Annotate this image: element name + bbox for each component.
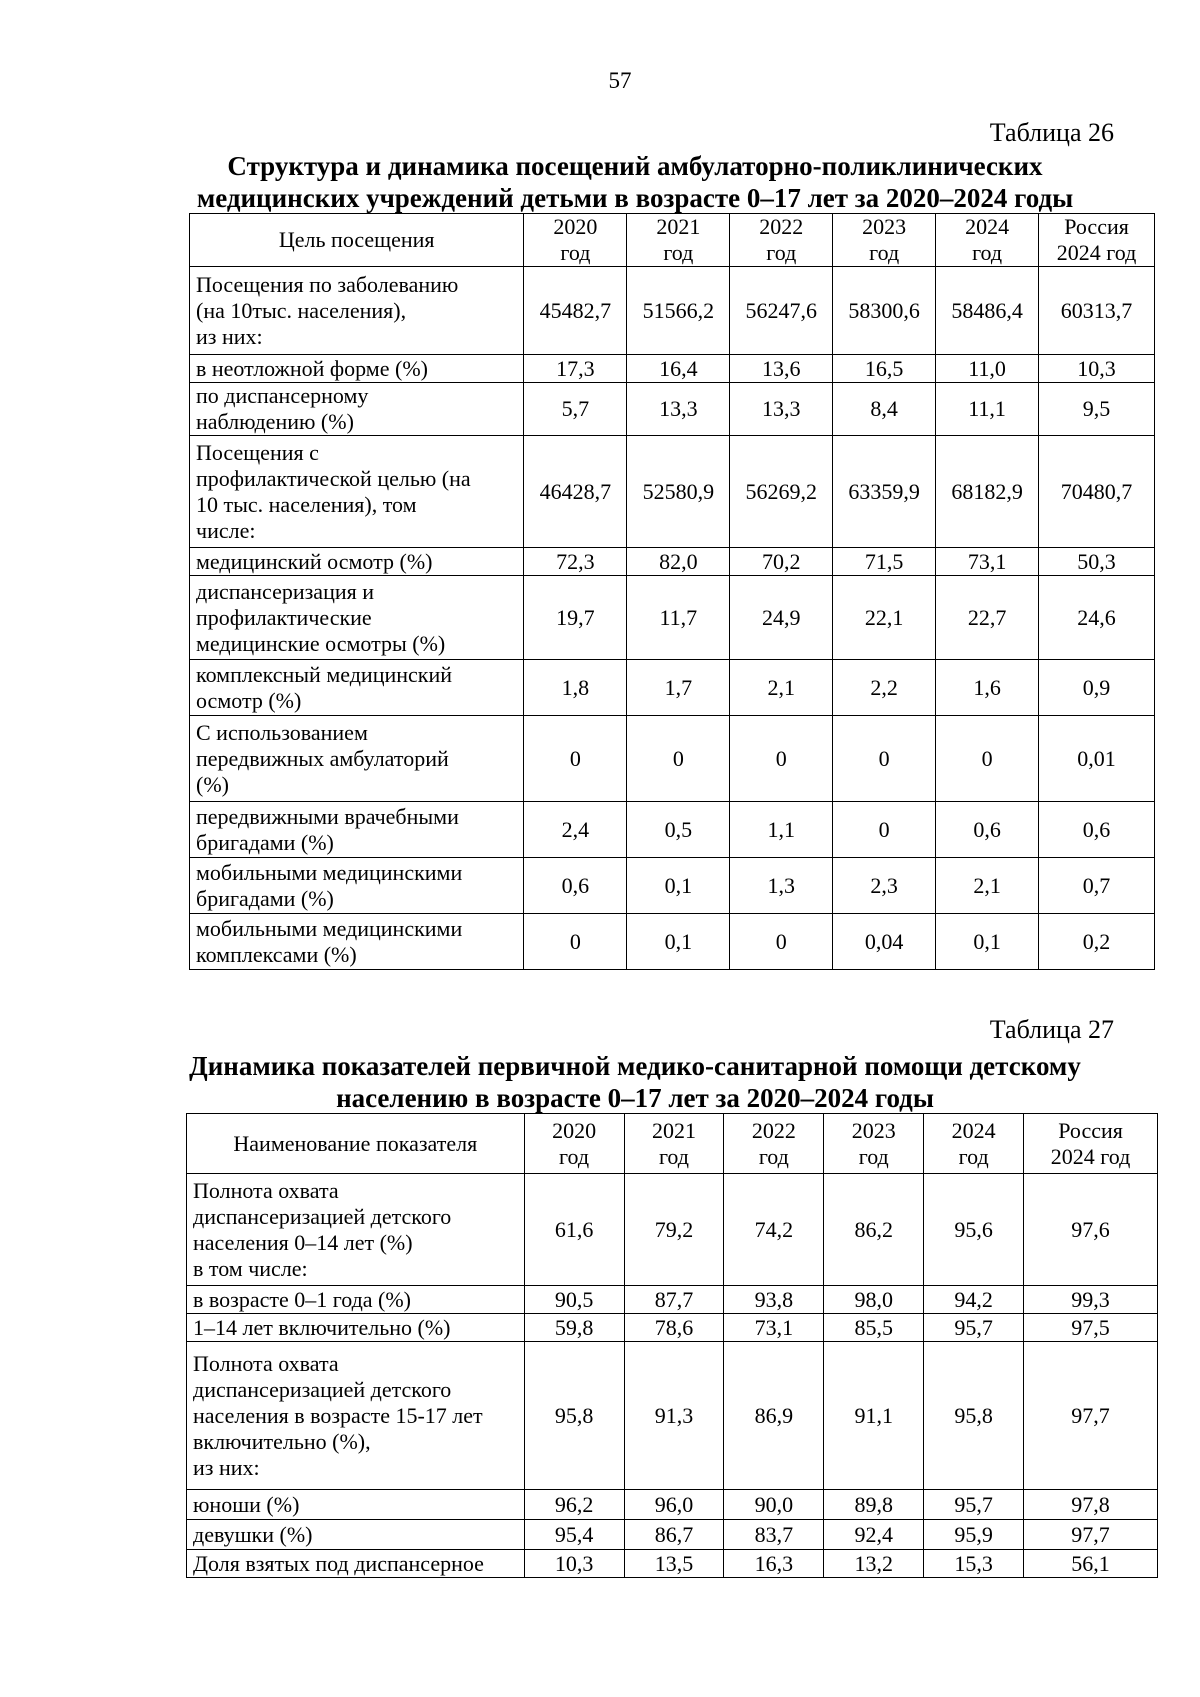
cell-line: включительно (%),	[193, 1428, 371, 1454]
header-year-top: 2021	[656, 214, 701, 239]
value-cell: 0,6	[936, 802, 1039, 858]
value-cell: 0	[833, 716, 936, 802]
value-cell: 0	[524, 716, 627, 802]
value-cell: 73,1	[936, 548, 1039, 576]
table-row	[187, 1314, 1158, 1342]
header-year-bottom: год	[869, 240, 900, 265]
row-label	[187, 1490, 525, 1520]
value-cell: 82,0	[627, 548, 730, 576]
value-cell: 22,1	[833, 576, 936, 660]
row-label	[190, 914, 524, 970]
table-row	[190, 716, 1155, 802]
table-26-header	[190, 214, 1155, 267]
cell-line: бригадами (%)	[196, 885, 334, 911]
table-row	[187, 1520, 1158, 1550]
value-cell: 1,3	[730, 858, 833, 914]
header-year-top: 2023	[862, 214, 907, 239]
header-row	[187, 1114, 1158, 1174]
header-year-bottom: год	[958, 1143, 989, 1169]
value-cell: 0,5	[627, 802, 730, 858]
value-cell: 0,2	[1039, 914, 1155, 970]
value-cell: 0	[936, 716, 1039, 802]
cell-line: комплексный медицинский	[196, 661, 453, 687]
table-26-body	[190, 267, 1155, 970]
header-year-bottom: 2024 год	[1056, 240, 1137, 265]
value-cell: 78,6	[624, 1314, 724, 1342]
page-number: 57	[608, 68, 632, 93]
row-label	[187, 1174, 525, 1286]
value-cell: 83,7	[724, 1520, 824, 1550]
header-row	[190, 214, 1155, 267]
value-cell: 0	[833, 802, 936, 858]
value-cell: 63359,9	[833, 436, 936, 548]
value-cell: 50,3	[1039, 548, 1155, 576]
cell-line: передвижных амбулаторий	[196, 745, 449, 771]
cell-line: в неотложной форме (%)	[196, 355, 428, 381]
value-cell: 45482,7	[524, 267, 627, 355]
value-cell: 90,5	[524, 1286, 624, 1314]
value-cell: 56247,6	[730, 267, 833, 355]
value-cell: 71,5	[833, 548, 936, 576]
value-cell: 2,2	[833, 660, 936, 716]
value-cell: 24,9	[730, 576, 833, 660]
value-cell: 0,04	[833, 914, 936, 970]
header-year-top: Россия	[1058, 1117, 1123, 1143]
row-label	[190, 548, 524, 576]
value-cell: 61,6	[524, 1174, 624, 1286]
value-cell: 9,5	[1039, 383, 1155, 436]
header-year-top: 2024	[951, 1117, 996, 1143]
value-cell: 24,6	[1039, 576, 1155, 660]
value-cell: 97,7	[1024, 1342, 1158, 1490]
table-27-title-line1: Динамика показателей первичной медико-санитарной помощи детскому	[189, 1051, 1081, 1081]
value-cell: 10,3	[524, 1550, 624, 1578]
value-cell: 11,7	[627, 576, 730, 660]
cell-line: 10 тыс. населения), том	[196, 491, 417, 517]
value-cell: 60313,7	[1039, 267, 1155, 355]
table-row	[187, 1490, 1158, 1520]
value-cell: 72,3	[524, 548, 627, 576]
header-year-bottom: год	[663, 240, 694, 265]
header-year-col	[1039, 214, 1155, 267]
table-27-label: Таблица 27	[989, 1015, 1114, 1044]
value-cell: 86,9	[724, 1342, 824, 1490]
value-cell: 8,4	[833, 383, 936, 436]
value-cell: 95,7	[924, 1314, 1024, 1342]
value-cell: 86,7	[624, 1520, 724, 1550]
value-cell: 2,4	[524, 802, 627, 858]
table-row	[190, 914, 1155, 970]
value-cell: 56,1	[1024, 1550, 1158, 1578]
header-year-bottom: год	[766, 240, 797, 265]
value-cell: 13,2	[824, 1550, 924, 1578]
cell-line: юноши (%)	[193, 1491, 300, 1517]
table-26-title-line1: Структура и динамика посещений амбулаторно-поликлинических	[227, 151, 1043, 181]
cell-line: мобильными медицинскими	[196, 859, 463, 885]
value-cell: 0,01	[1039, 716, 1155, 802]
value-cell: 96,2	[524, 1490, 624, 1520]
table-26-title	[170, 150, 1100, 214]
header-year-top: 2022	[759, 214, 804, 239]
value-cell: 79,2	[624, 1174, 724, 1286]
value-cell: 95,8	[524, 1342, 624, 1490]
value-cell: 1,7	[627, 660, 730, 716]
value-cell: 58300,6	[833, 267, 936, 355]
cell-line: (на 10тыс. населения),	[196, 297, 407, 323]
header-year-top: 2020	[553, 214, 598, 239]
row-label	[190, 858, 524, 914]
value-cell: 87,7	[624, 1286, 724, 1314]
header-year-bottom: год	[972, 240, 1003, 265]
header-year-top: Россия	[1064, 214, 1129, 239]
value-cell: 90,0	[724, 1490, 824, 1520]
header-year-col	[524, 1114, 624, 1174]
header-year-col	[924, 1114, 1024, 1174]
table-row	[190, 548, 1155, 576]
value-cell: 13,3	[730, 383, 833, 436]
cell-line: населения в возрасте 15-17 лет	[193, 1402, 483, 1428]
value-cell: 99,3	[1024, 1286, 1158, 1314]
cell-line: С использованием	[196, 719, 368, 745]
value-cell: 19,7	[524, 576, 627, 660]
header-year-col	[1024, 1114, 1158, 1174]
value-cell: 52580,9	[627, 436, 730, 548]
value-cell: 89,8	[824, 1490, 924, 1520]
cell-line: Посещения по заболеванию	[196, 271, 459, 297]
value-cell: 93,8	[724, 1286, 824, 1314]
row-label	[187, 1520, 525, 1550]
value-cell: 91,1	[824, 1342, 924, 1490]
value-cell: 73,1	[724, 1314, 824, 1342]
header-year-bottom: год	[658, 1143, 689, 1169]
value-cell: 0,1	[627, 914, 730, 970]
cell-line: комплексами (%)	[196, 941, 357, 967]
cell-line: медицинские осмотры (%)	[196, 630, 446, 656]
value-cell: 51566,2	[627, 267, 730, 355]
cell-line: Полнота охвата	[193, 1177, 339, 1203]
value-cell: 95,9	[924, 1520, 1024, 1550]
table-27-body	[187, 1174, 1158, 1578]
cell-line: Полнота охвата	[193, 1350, 339, 1376]
value-cell: 0	[524, 914, 627, 970]
value-cell: 70480,7	[1039, 436, 1155, 548]
row-label	[190, 383, 524, 436]
header-year-bottom: год	[758, 1143, 789, 1169]
cell-line: по диспансерному	[196, 383, 369, 408]
cell-line: передвижными врачебными	[196, 803, 459, 829]
value-cell: 95,4	[524, 1520, 624, 1550]
row-label	[190, 355, 524, 383]
value-cell: 56269,2	[730, 436, 833, 548]
cell-line: бригадами (%)	[196, 829, 334, 855]
value-cell: 70,2	[730, 548, 833, 576]
value-cell: 0	[730, 914, 833, 970]
table-row	[190, 383, 1155, 436]
header-year-col	[524, 214, 627, 267]
table-row	[190, 576, 1155, 660]
header-year-bottom: год	[559, 1143, 590, 1169]
header-year-top: 2020	[552, 1117, 597, 1143]
header-year-col	[730, 214, 833, 267]
table-26	[189, 213, 1155, 970]
table-row	[187, 1286, 1158, 1314]
value-cell: 11,1	[936, 383, 1039, 436]
value-cell: 98,0	[824, 1286, 924, 1314]
value-cell: 2,1	[936, 858, 1039, 914]
table-27-title-line2: населению в возрасте 0–17 лет за 2020–2024 годы	[336, 1083, 934, 1113]
value-cell: 0	[730, 716, 833, 802]
row-label	[187, 1550, 525, 1578]
value-cell: 0,7	[1039, 858, 1155, 914]
value-cell: 97,8	[1024, 1490, 1158, 1520]
header-year-top: 2024	[965, 214, 1010, 239]
value-cell: 97,7	[1024, 1520, 1158, 1550]
cell-line: Доля взятых под диспансерное	[193, 1550, 484, 1576]
cell-line: медицинский осмотр (%)	[196, 548, 433, 574]
header-year-top: 2023	[851, 1117, 896, 1143]
row-label	[187, 1342, 525, 1490]
table-row	[190, 802, 1155, 858]
row-label	[190, 660, 524, 716]
header-year-top: 2021	[651, 1117, 696, 1143]
value-cell: 95,7	[924, 1490, 1024, 1520]
table-row	[190, 436, 1155, 548]
header-year-col	[833, 214, 936, 267]
value-cell: 13,5	[624, 1550, 724, 1578]
row-label	[187, 1314, 525, 1342]
cell-line: 1–14 лет включительно (%)	[193, 1314, 451, 1340]
table-row	[187, 1550, 1158, 1578]
header-year-bottom: год	[560, 240, 591, 265]
cell-line: в том числе:	[193, 1255, 308, 1281]
value-cell: 1,1	[730, 802, 833, 858]
value-cell: 97,6	[1024, 1174, 1158, 1286]
header-year-bottom: 2024 год	[1050, 1143, 1131, 1169]
value-cell: 16,5	[833, 355, 936, 383]
row-label	[190, 716, 524, 802]
value-cell: 16,3	[724, 1550, 824, 1578]
value-cell: 91,3	[624, 1342, 724, 1490]
header-year-top: 2022	[751, 1117, 796, 1143]
table-row	[187, 1174, 1158, 1286]
value-cell: 13,3	[627, 383, 730, 436]
value-cell: 1,6	[936, 660, 1039, 716]
row-label	[190, 802, 524, 858]
header-year-col	[624, 1114, 724, 1174]
value-cell: 94,2	[924, 1286, 1024, 1314]
value-cell: 2,3	[833, 858, 936, 914]
value-cell: 46428,7	[524, 436, 627, 548]
cell-line: мобильными медицинскими	[196, 915, 463, 941]
cell-line: осмотр (%)	[196, 687, 302, 713]
row-label	[190, 267, 524, 355]
value-cell: 0,1	[936, 914, 1039, 970]
value-cell: 0,9	[1039, 660, 1155, 716]
value-cell: 22,7	[936, 576, 1039, 660]
cell-line: из них:	[196, 323, 263, 349]
header-year-col	[627, 214, 730, 267]
cell-line: населения 0–14 лет (%)	[193, 1229, 413, 1255]
value-cell: 59,8	[524, 1314, 624, 1342]
cell-line: профилактической целью (на	[196, 465, 471, 491]
row-label	[187, 1286, 525, 1314]
value-cell: 11,0	[936, 355, 1039, 383]
value-cell: 1,8	[524, 660, 627, 716]
table-row	[190, 355, 1155, 383]
header-first-col: Наименование показателя	[187, 1114, 525, 1174]
value-cell: 96,0	[624, 1490, 724, 1520]
value-cell: 95,6	[924, 1174, 1024, 1286]
table-row	[187, 1342, 1158, 1490]
value-cell: 95,8	[924, 1342, 1024, 1490]
cell-line: диспансеризация и	[196, 578, 375, 604]
cell-line: в возрасте 0–1 года (%)	[193, 1286, 412, 1312]
value-cell: 5,7	[524, 383, 627, 436]
value-cell: 92,4	[824, 1520, 924, 1550]
row-label	[190, 436, 524, 548]
value-cell: 58486,4	[936, 267, 1039, 355]
table-row	[190, 660, 1155, 716]
value-cell: 97,5	[1024, 1314, 1158, 1342]
table-27-header	[187, 1114, 1158, 1174]
value-cell: 74,2	[724, 1174, 824, 1286]
value-cell: 15,3	[924, 1550, 1024, 1578]
value-cell: 10,3	[1039, 355, 1155, 383]
header-year-bottom: год	[858, 1143, 889, 1169]
value-cell: 0,1	[627, 858, 730, 914]
table-27	[186, 1113, 1158, 1578]
value-cell: 16,4	[627, 355, 730, 383]
cell-line: из них:	[193, 1454, 260, 1480]
cell-line: профилактические	[196, 604, 372, 630]
table-27-title	[170, 1050, 1100, 1114]
value-cell: 0,6	[1039, 802, 1155, 858]
row-label	[190, 576, 524, 660]
value-cell: 0	[627, 716, 730, 802]
value-cell: 68182,9	[936, 436, 1039, 548]
cell-line: диспансеризацией детского	[193, 1376, 452, 1402]
cell-line: (%)	[196, 771, 229, 797]
table-row	[190, 858, 1155, 914]
cell-line: наблюдению (%)	[196, 409, 354, 434]
value-cell: 85,5	[824, 1314, 924, 1342]
cell-line: Посещения с	[196, 439, 319, 465]
header-year-col	[824, 1114, 924, 1174]
header-year-col	[936, 214, 1039, 267]
table-26-title-line2: медицинских учреждений детьми в возрасте 0–17 лет за 2020–2024 годы	[196, 183, 1074, 213]
header-first-col: Цель посещения	[190, 214, 524, 267]
value-cell: 17,3	[524, 355, 627, 383]
header-year-col	[724, 1114, 824, 1174]
table-row	[190, 267, 1155, 355]
value-cell: 13,6	[730, 355, 833, 383]
cell-line: числе:	[196, 517, 256, 543]
value-cell: 0,6	[524, 858, 627, 914]
value-cell: 86,2	[824, 1174, 924, 1286]
cell-line: диспансеризацией детского	[193, 1203, 452, 1229]
table-26-label: Таблица 26	[989, 118, 1114, 147]
cell-line: девушки (%)	[193, 1521, 313, 1547]
value-cell: 2,1	[730, 660, 833, 716]
